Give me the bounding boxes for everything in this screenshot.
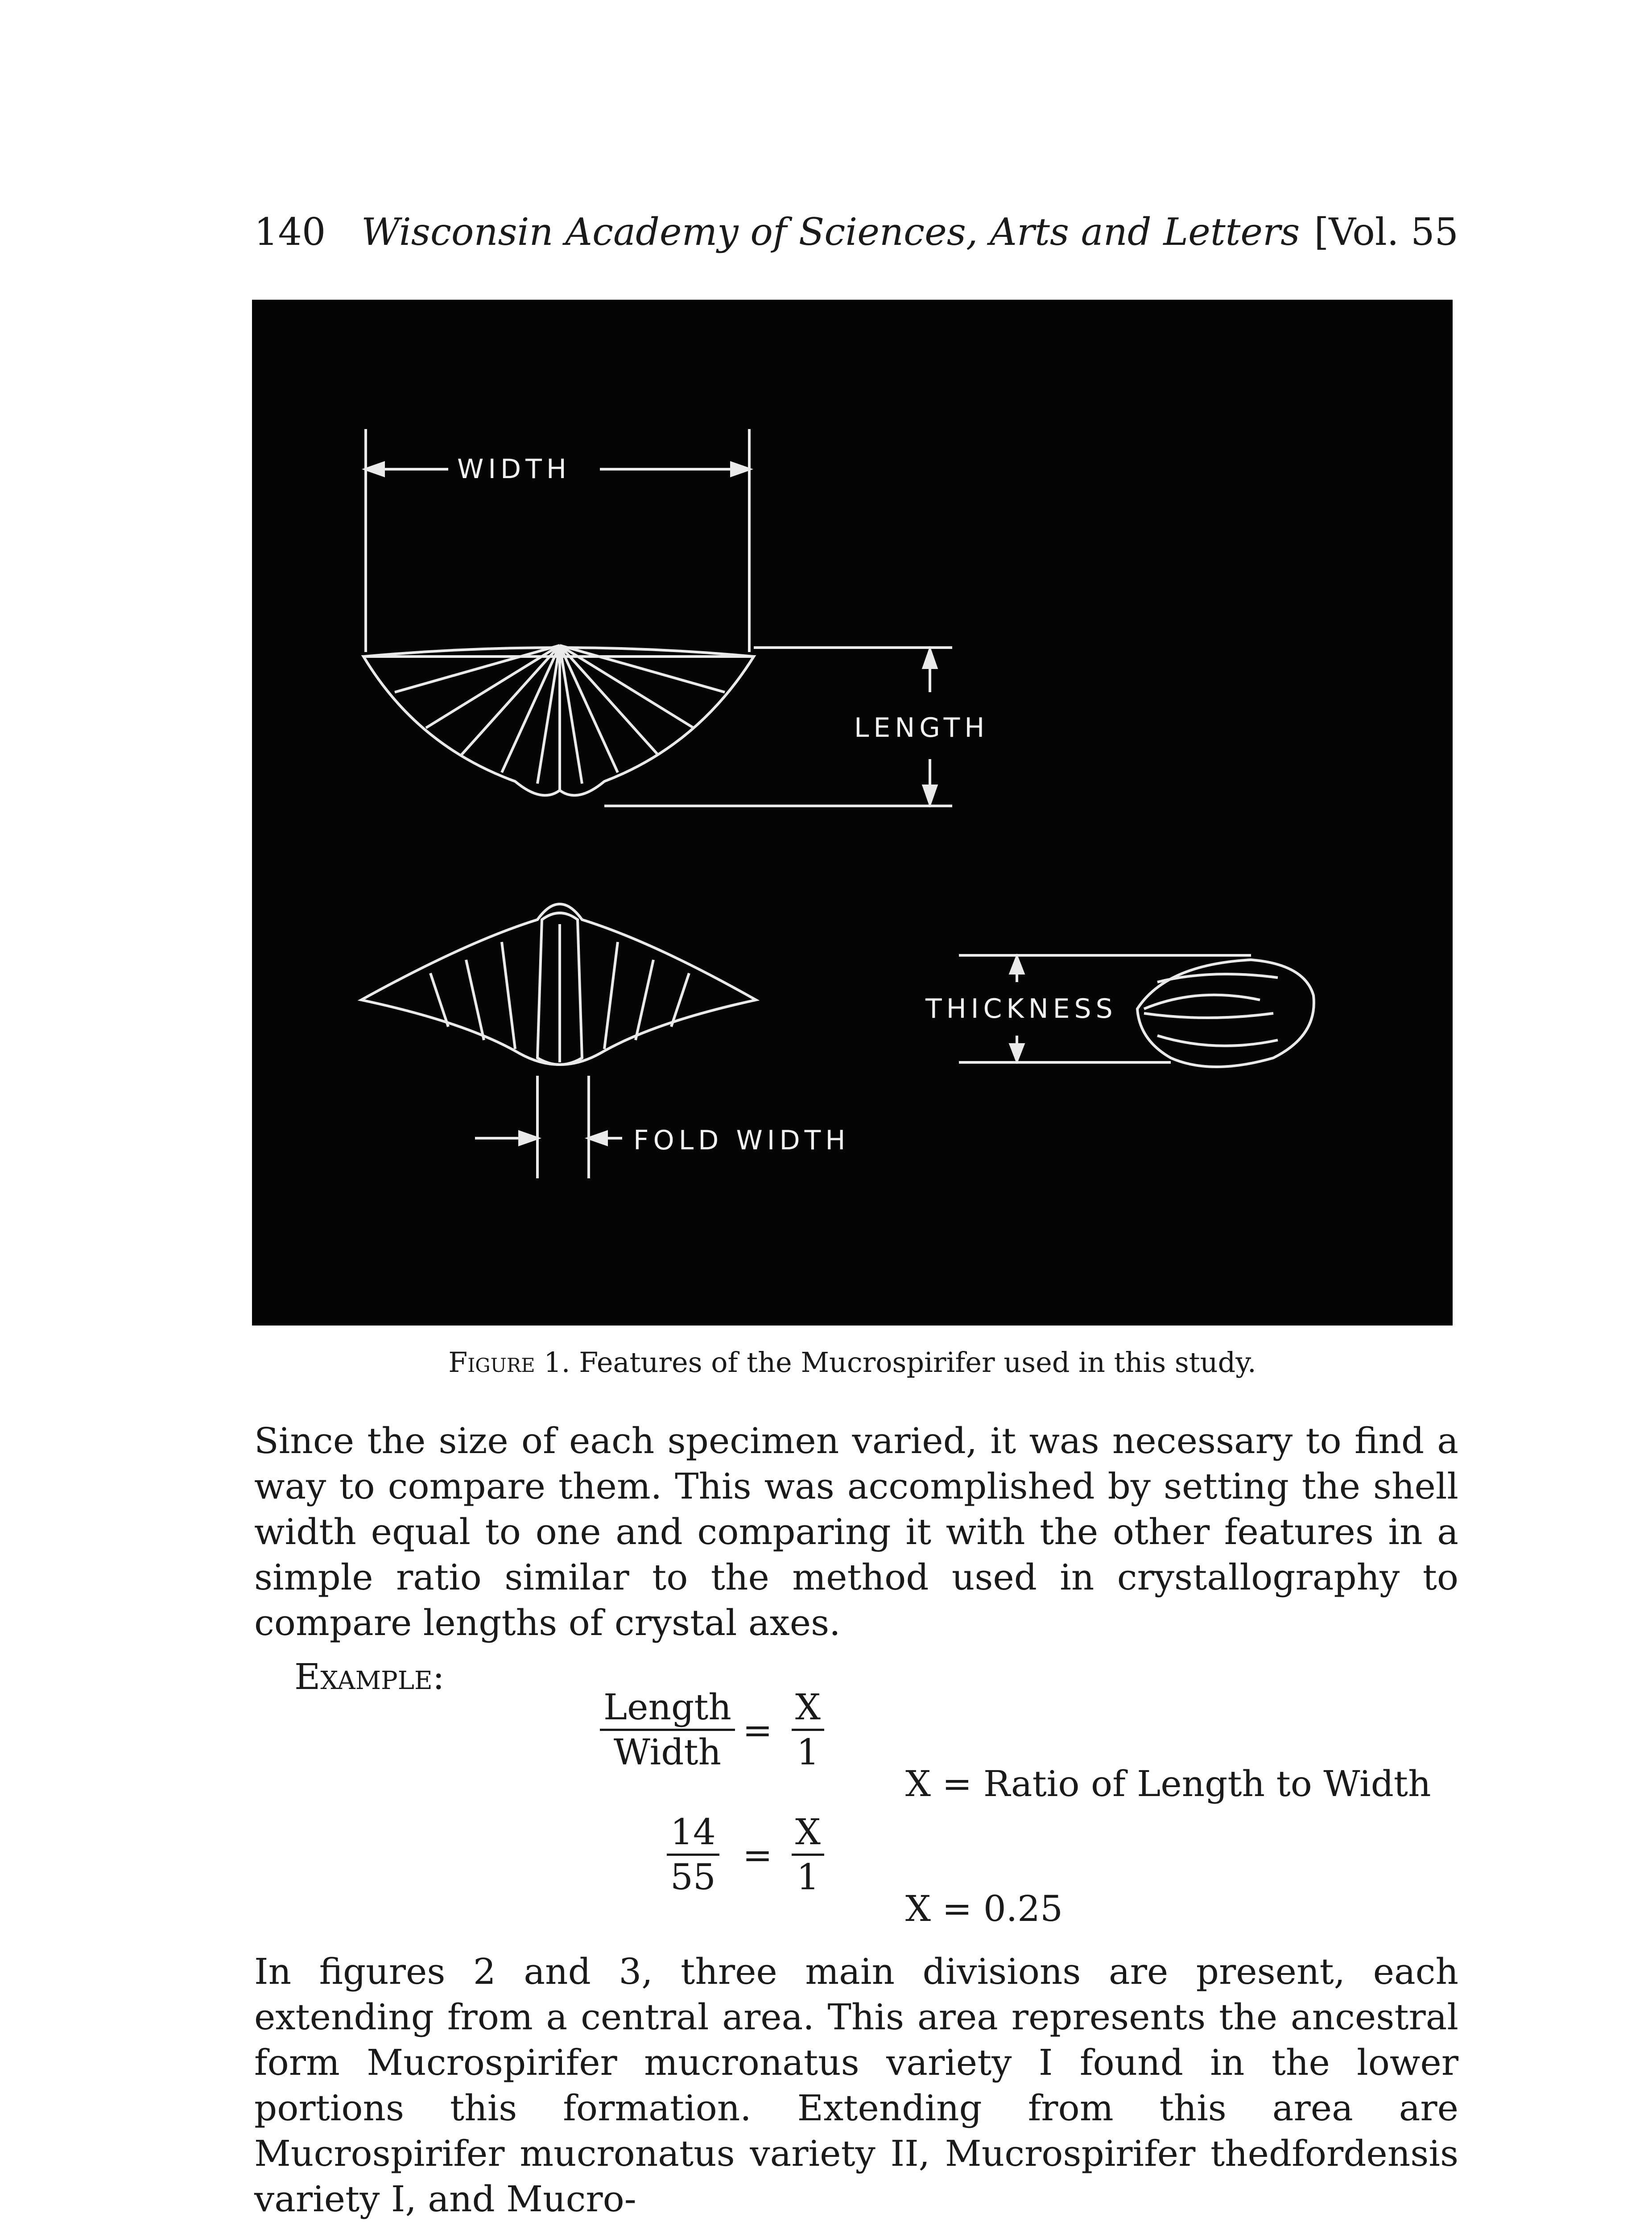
equals-sign: = (743, 1834, 773, 1876)
figure-caption (252, 1342, 1453, 1383)
fraction-x-1 (792, 1811, 824, 1899)
width-arrowhead-right (731, 463, 749, 475)
label-thickness: THICKNESS (925, 993, 1117, 1024)
caption-figure-number: Figure 1. (448, 1346, 570, 1379)
fraction-length-width (600, 1686, 735, 1774)
fraction-numerator: X (795, 1686, 821, 1728)
ratio-result: X = 0.25 (905, 1888, 1063, 1929)
label-length: LENGTH (854, 712, 989, 743)
fraction-denominator: Width (600, 1729, 735, 1774)
width-arrowhead-left (366, 463, 384, 475)
example-label: Example: (294, 1656, 445, 1697)
running-header (254, 205, 1458, 259)
fraction-numerator: X (795, 1811, 821, 1853)
page-number: 140 (254, 210, 326, 254)
ratio-definition: X = Ratio of Length to Width (905, 1763, 1431, 1805)
shell-dorsal-view (363, 645, 754, 795)
paragraph-divisions: In figures 2 and 3, three main divisions are present, each extending from a central area. This area represents the ancestral form Mucrospirifer mucronatus variety I found in the lower portions this formation. Extending from this area are Mucrospirifer mucronatus variety II, Mucrospirifer thedfordensis variety I, and Mucro- (254, 1951, 1458, 2220)
shell-lateral-view (1137, 960, 1314, 1067)
label-width: WIDTH (457, 454, 571, 485)
fraction-denominator: 1 (792, 1729, 824, 1774)
fraction-denominator: 55 (667, 1854, 719, 1899)
paragraph-method: Since the size of each specimen varied, it was necessary to find a way to compare them. This was accomplished by setting the shell width equal to one and comparing it with the other features in a simple ratio similar to the method used in crystallography to compare lengths of crystal axes. (254, 1420, 1458, 1644)
figure-1-illustration (252, 300, 1453, 1326)
equals-sign: = (743, 1710, 773, 1751)
shell-anterior-view (361, 904, 756, 1065)
fraction-denominator: 1 (792, 1854, 824, 1899)
fraction-numerator: 14 (670, 1811, 716, 1853)
fraction-14-55 (667, 1811, 719, 1899)
label-fold-width: FOLD WIDTH (633, 1125, 850, 1156)
journal-title: Wisconsin Academy of Sciences, Arts and Letters (361, 210, 1300, 254)
caption-text: Features of the Mucrospirifer used in this study. (579, 1346, 1256, 1379)
volume-label: [Vol. 55 (1314, 210, 1458, 254)
brachiopod-diagram (252, 300, 1453, 1326)
fraction-x-1 (792, 1686, 824, 1774)
fraction-numerator: Length (603, 1686, 731, 1728)
